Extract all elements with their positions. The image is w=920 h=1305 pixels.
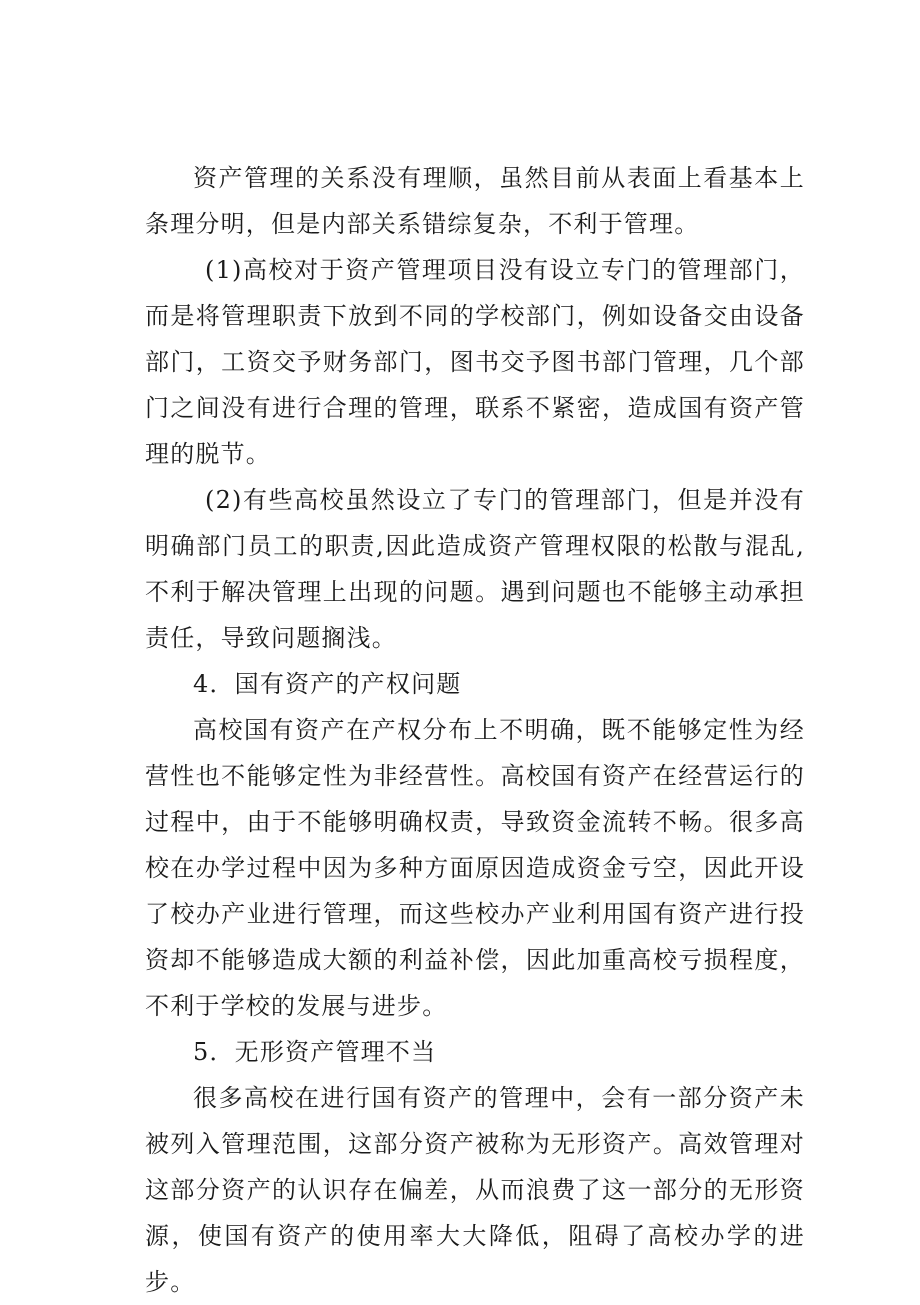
paragraph-point-2: (2)有些高校虽然设立了专门的管理部门，但是并没有明确部门员工的职责,因此造成资产管理权限的松散与混乱,不利于解决管理上出现的问题。遇到问题也不能够主动承担责任，导致问题搁浅。	[145, 486, 805, 652]
section-heading-4: 4．国有资产的产权问题	[193, 670, 462, 698]
paragraph-property-rights: 高校国有资产在产权分布上不明确，既不能够定性为经营性也不能够定性为非经营性。高校国有资产在经营运行的过程中，由于不能够明确权责，导致资金流转不畅。很多高校在办学过程中因为多种方面原因造成资金亏空，因此开设了校办产业进行管理，而这些校办产业利用国有资产进行投资却不能够造成大额的利益补偿，因此加重高校亏损程度，不利于学校的发展与进步。	[145, 716, 805, 1020]
paragraph-intangible-assets: 很多高校在进行国有资产的管理中，会有一部分资产未被列入管理范围，这部分资产被称为无形资产。高效管理对这部分资产的认识存在偏差，从而浪费了这一部分的无形资源，使国有资产的使用率大大降低，阻碍了高校办学的进步。	[145, 1084, 805, 1296]
paragraph-point-1: (1)高校对于资产管理项目没有设立专门的管理部门，而是将管理职责下放到不同的学校部门，例如设备交由设备部门，工资交予财务部门，图书交予图书部门管理，几个部门之间没有进行合理的管理，联系不紧密，造成国有资产管理的脱节。	[145, 256, 805, 468]
document-body	[145, 155, 805, 1305]
paragraph-asset-relations: 资产管理的关系没有理顺，虽然目前从表面上看基本上条理分明，但是内部关系错综复杂，不利于管理。	[145, 164, 805, 238]
section-heading-5: 5．无形资产管理不当	[193, 1038, 437, 1066]
